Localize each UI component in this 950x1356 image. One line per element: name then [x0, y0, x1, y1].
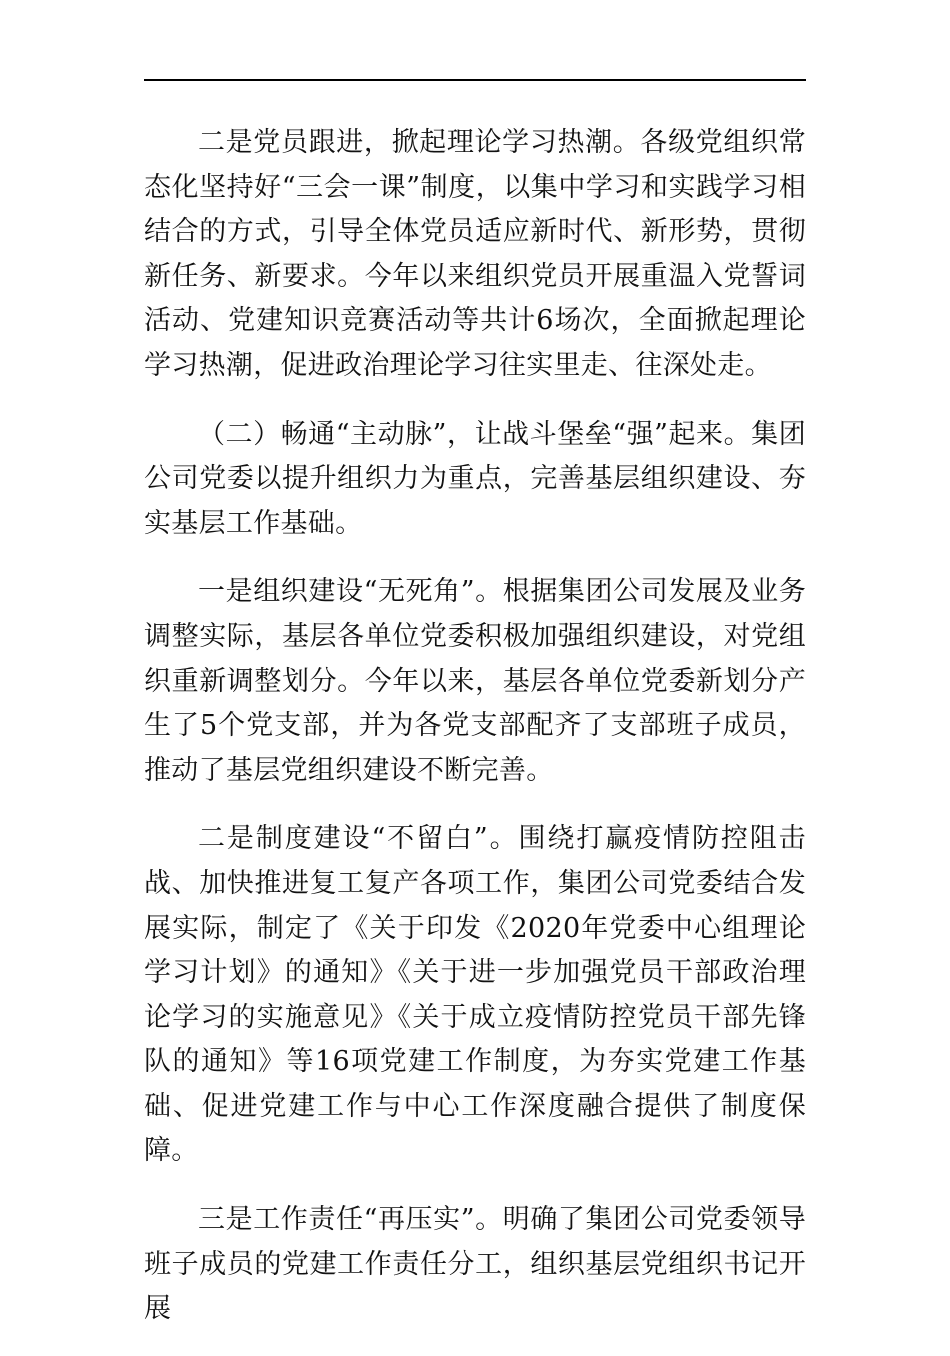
- paragraph-section-two-heading: （二）畅通“主动脉”，让战斗堡垒“强”起来。集团公司党委以提升组织力为重点，完善基层组织建设、夯实基层工作基础。: [144, 418, 806, 539]
- paragraph-organization-building: 一是组织建设“无死角”。根据集团公司发展及业务调整实际，基层各单位党委积极加强组织建设，对党组织重新调整划分。今年以来，基层各单位党委新划分产生了5个党支部，并为各党支部配齐了支部班子成员，推动了基层党组织建设不断完善。: [144, 576, 806, 786]
- paragraph-work-responsibility: 三是工作责任“再压实”。明确了集团公司党委领导班子成员的党建工作责任分工，组织基层党组织书记开展: [144, 1204, 806, 1325]
- paragraph-system-building: 二是制度建设“不留白”。围绕打赢疫情防控阻击战、加快推进复工复产各项工作，集团公司党委结合发展实际，制定了《关于印发《2020年党委中心组理论学习计划》的通知》《关于进一步加强党员干部政治理论学习的实施意见》《关于成立疫情防控党员干部先锋队的通知》等16项党建工作制度，为夯实党建工作基础、促进党建工作与中心工作深度融合提供了制度保障。: [144, 823, 806, 1167]
- header-rule: [144, 79, 806, 81]
- paragraph-party-members-study: 二是党员跟进，掀起理论学习热潮。各级党组织常态化坚持好“三会一课”制度，以集中学习和实践学习相结合的方式，引导全体党员适应新时代、新形势，贯彻新任务、新要求。今年以来组织党员开展重温入党誓词活动、党建知识竞赛活动等共计6场次，全面掀起理论学习热潮，促进政治理论学习往实里走、往深处走。: [144, 127, 806, 381]
- document-body: [144, 121, 806, 1356]
